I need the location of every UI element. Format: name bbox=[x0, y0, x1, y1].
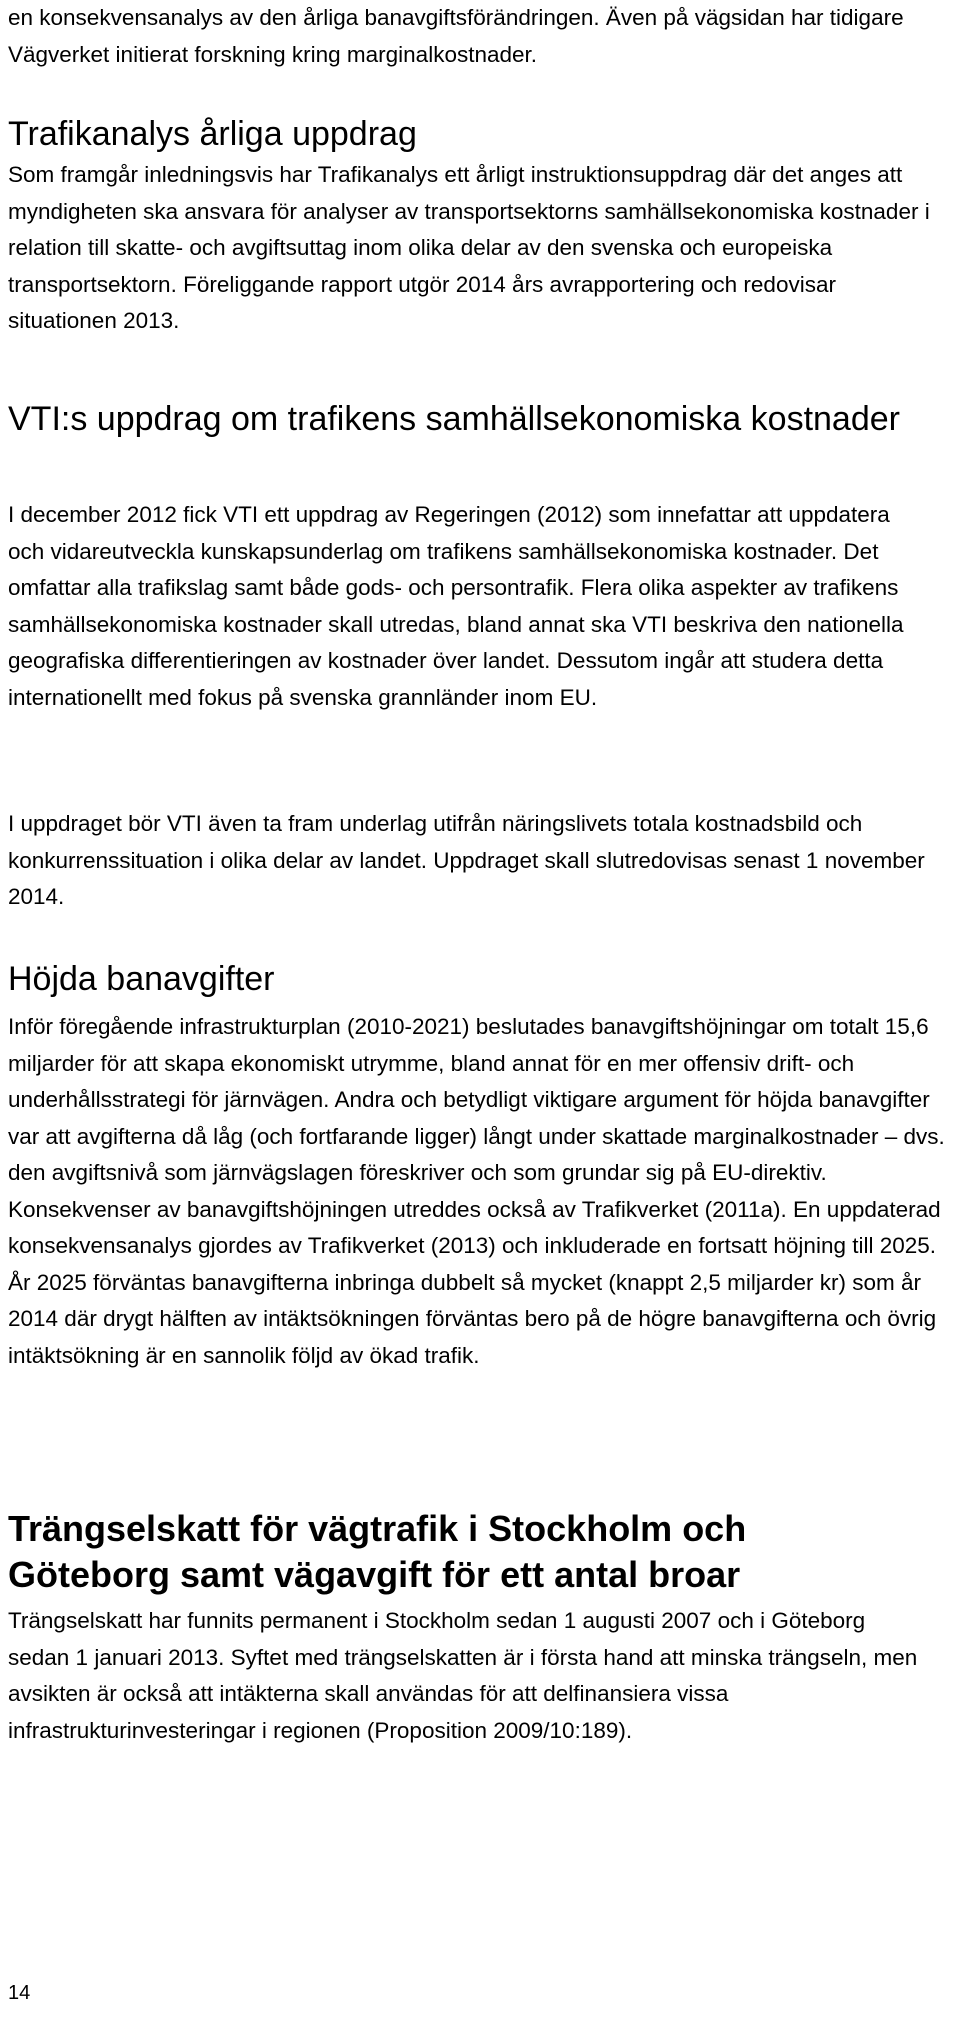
heading-trafikanalys-uppdrag: Trafikanalys årliga uppdrag bbox=[8, 115, 417, 153]
heading-trangselskatt: Trängselskatt för vägtrafik i Stockholm och Göteborg samt vägavgift för ett antal broar bbox=[8, 1508, 747, 1595]
paragraph-trangselskatt: Trängselskatt har funnits permanent i Stockholm sedan 1 augusti 2007 och i Göteborg sedan 1 januari 2013. Syftet med trängselskatten är i första hand att minska trängseln, men avsikten är också att intäkterna skall användas för att delfinansiera vissa infrastrukturinvesteringar i regionen (Proposition 2009/10:189). bbox=[8, 1608, 918, 1743]
paragraph-vti-uppdrag-1: I december 2012 fick VTI ett uppdrag av Regeringen (2012) som innefattar att uppdatera och vidareutveckla kunskapsunderlag om trafikens samhällsekonomiska kostnader. Det omfattar alla trafikslag samt både gods- och persontrafik. Flera olika aspekter av trafikens samhällsekonomiska kostnader skall utredas, bland annat ska VTI beskriva den nationella geografiska differentieringen av kostnader över landet. Dessutom ingår att studera detta internationellt med fokus på svenska grannländer inom EU. bbox=[8, 502, 904, 710]
page-number: 14 bbox=[8, 1982, 31, 2004]
heading-hojda-banavgifter: Höjda banavgifter bbox=[8, 960, 275, 998]
intro-paragraph: en konsekvensanalys av den årliga banavgiftsförändringen. Även på vägsidan har tidigare Vägverket initierat forskning kring marginalkostnader. bbox=[8, 5, 904, 67]
heading-vti-uppdrag: VTI:s uppdrag om trafikens samhällsekonomiska kostnader bbox=[8, 400, 900, 438]
paragraph-vti-uppdrag-2: I uppdraget bör VTI även ta fram underlag utifrån näringslivets totala kostnadsbild och konkurrenssituation i olika delar av landet. Uppdraget skall slutredovisas senast 1 november 2014. bbox=[8, 811, 925, 909]
paragraph-trafikanalys-uppdrag: Som framgår inledningsvis har Trafikanalys ett årligt instruktionsuppdrag där det anges att myndigheten ska ansvara för analyser av transportsektorns samhällsekonomiska kostnader i relation till skatte- och avgiftsuttag inom olika delar av den svenska och europeiska transportsektorn. Föreliggande rapport utgör 2014 års avrapportering och redovisar situationen 2013. bbox=[8, 162, 930, 333]
paragraph-hojda-banavgifter: Inför föregående infrastrukturplan (2010-2021) beslutades banavgiftshöjningar om totalt 15,6 miljarder för att skapa ekonomiskt utrymme, bland annat för en mer offensiv drift- och underhållsstrategi för järnvägen. Andra och betydligt viktigare argument för höjda banavgifter var att avgifterna då låg (och fortfarande ligger) långt under skattade marginalkostnader – dvs. den avgiftsnivå som järnvägslagen föreskriver och som grundar sig på EU-direktiv. Konsekvenser av banavgiftshöjningen utreddes också av Trafikverket (2011a). En uppdaterad konsekvensanalys gjordes av Trafikverket (2013) och inkluderade en fortsatt höjning till 2025. År 2025 förväntas banavgifterna inbringa dubbelt så mycket (knappt 2,5 miljarder kr) som år 2014 där drygt hälften av intäktsökningen förväntas bero på de högre banavgifterna och övrig intäktsökning är en sannolik följd av ökad trafik. bbox=[8, 1014, 945, 1368]
